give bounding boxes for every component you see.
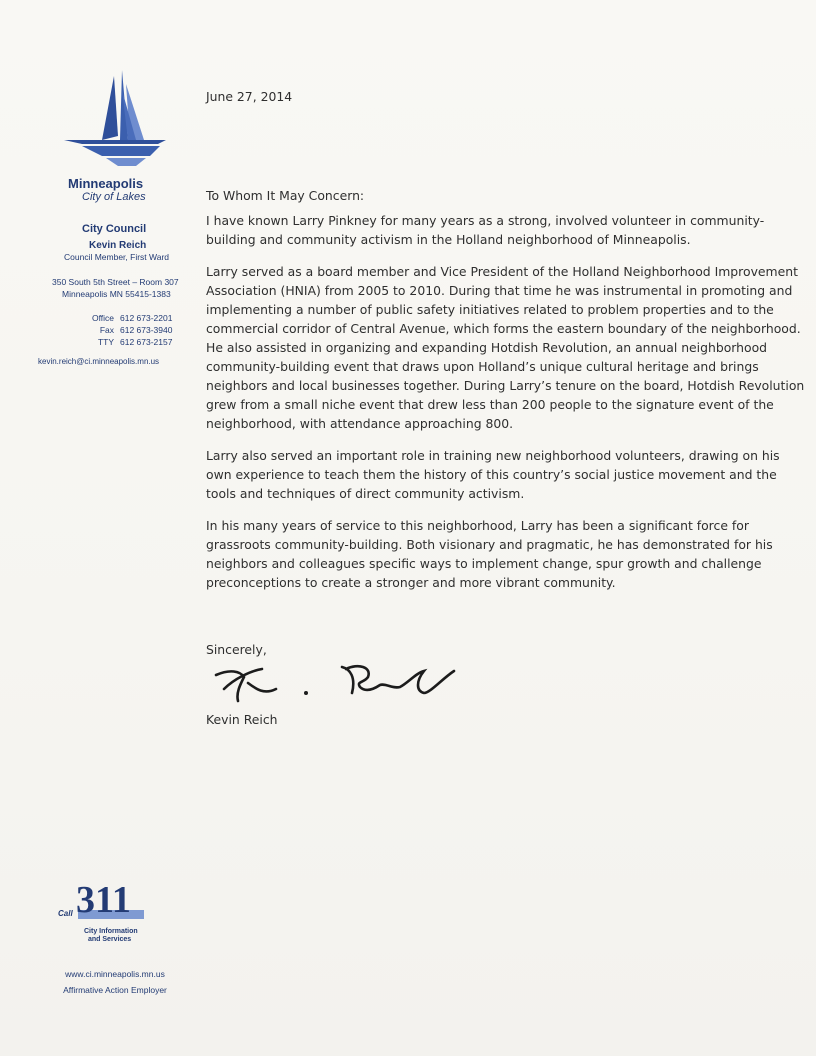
letter-date: June 27, 2014 — [206, 89, 293, 104]
city-website: www.ci.minneapolis.mn.us — [65, 969, 165, 979]
letter-paragraph-3: Larry also served an important role in training new neighborhood volunteers, drawing on his own experience to teach them the history of this country’s social justice movement and the tools and techniques of direct community activism. — [206, 448, 780, 501]
contact-row-fax — [86, 324, 190, 336]
council-member-role: Council Member, First Ward — [64, 252, 170, 262]
council-title: City Council — [82, 223, 147, 235]
contact-label: Fax — [99, 325, 114, 335]
office-address — [52, 276, 190, 300]
badge-caption-line-2: and Services — [88, 936, 132, 943]
email-address: kevin.reich@ci.minneapolis.mn.us — [38, 357, 160, 366]
contact-row-office — [86, 312, 190, 324]
call-311-logo — [56, 876, 148, 926]
letter-body — [206, 87, 806, 729]
badge-caption-line-1: City Information — [84, 928, 138, 935]
letter-closing: Sincerely, — [206, 642, 267, 657]
minneapolis-sailboat-logo — [62, 70, 172, 174]
contact-value: 612 673-2157 — [120, 337, 173, 347]
council-member-name: Kevin Reich — [89, 240, 147, 251]
contact-numbers — [86, 312, 190, 348]
call-311-badge — [56, 876, 176, 944]
contact-row-tty — [86, 336, 190, 348]
letter-paragraph-2: Larry served as a board member and Vice President of the Holland Neighborhood Improvement Association (HNIA) from 2005 to 2010. During that time he was instrumental in promoting and implementing a number of public safety initiatives related to problem properties and to the commercial corridor of Central Avenue, which forms the eastern boundary of the neighborhood. He also assisted in organizing and expanding Hotdish Revolution, an annual neighborhood community-building event that draws upon Holland’s unique cultural heritage and brings neighbors and local businesses together. During Larry’s tenure on the board, Hotdish Revolution grew from a small niche event that drew less than 200 people to the signature event of the neighborhood, with attendance approaching 800. — [206, 264, 805, 431]
contact-value: 612 673-3940 — [120, 325, 173, 335]
contact-value: 612 673-2201 — [120, 313, 173, 323]
badge-prefix: Call — [58, 909, 73, 918]
letterhead-footer — [40, 966, 190, 998]
letter-paragraph-1: I have known Larry Pinkney for many years as a strong, involved volunteer in community-building and community activism in the Holland neighborhood of Minneapolis. — [206, 213, 765, 247]
address-line-1: 350 South 5th Street – Room 307 — [52, 277, 179, 287]
handwritten-signature — [210, 659, 470, 705]
city-tagline: City of Lakes — [82, 191, 146, 203]
letterhead-sidebar — [28, 70, 190, 366]
badge-number: 311 — [76, 879, 131, 921]
employer-note: Affirmative Action Employer — [63, 985, 167, 995]
letter-paragraph-4: In his many years of service to this neighborhood, Larry has been a significant force for grassroots community-building. Both visionary and pragmatic, he has demonstrated for his neighbors and colleagues specific ways to implement change, spur growth and challenge preconceptions to create a stronger and more vibrant community. — [206, 518, 773, 590]
contact-label: TTY — [97, 337, 114, 347]
signer-name: Kevin Reich — [206, 712, 278, 727]
address-line-2: Minneapolis MN 55415-1383 — [62, 289, 171, 299]
city-name: Minneapolis — [68, 176, 144, 191]
letter-salutation: To Whom It May Concern: — [206, 188, 365, 203]
contact-label: Office — [91, 313, 114, 323]
badge-caption — [84, 928, 176, 944]
